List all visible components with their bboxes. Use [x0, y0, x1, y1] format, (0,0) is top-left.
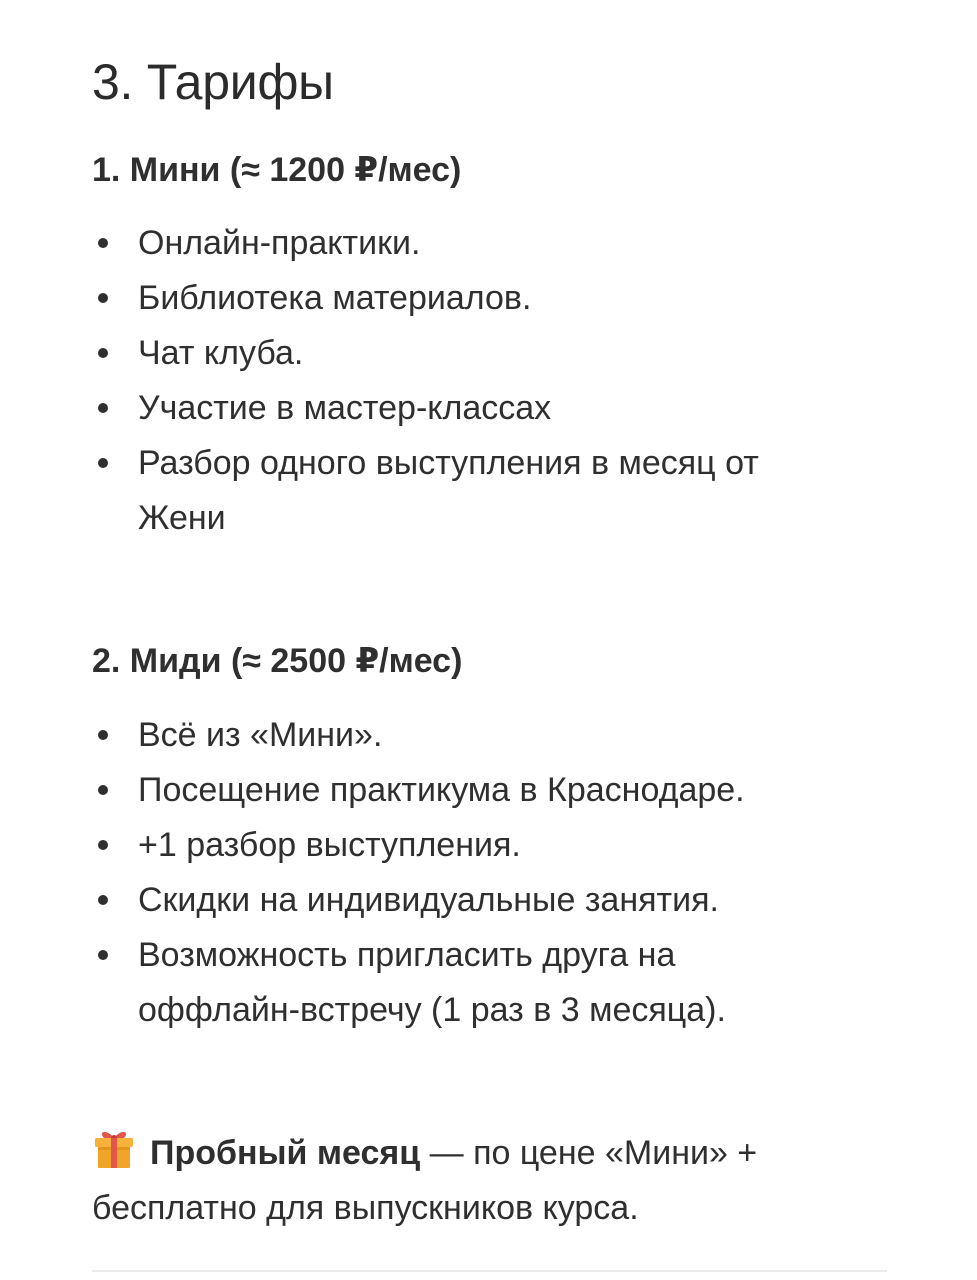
- list-item: [92, 763, 832, 818]
- bullet-icon: [98, 238, 108, 248]
- bullet-icon: [98, 950, 108, 960]
- bullet-icon: [98, 840, 108, 850]
- bullet-icon: [98, 785, 108, 795]
- plan-midi-features: [92, 708, 832, 1038]
- section-title: 3. Тарифы: [92, 54, 334, 110]
- trial-text: — по цене «Мини» + бесплатно для выпускников курса.: [92, 1134, 758, 1227]
- feature-text: +1 разбор выступления.: [138, 826, 521, 864]
- list-item: [92, 873, 832, 928]
- feature-text: Посещение практикума в Краснодаре.: [138, 771, 745, 809]
- plan-midi-title: 2. Миди (≈ 2500 ₽/мес): [92, 642, 463, 680]
- trial-note: [92, 1126, 852, 1236]
- feature-text: Скидки на индивидуальные занятия.: [138, 881, 719, 919]
- divider: [92, 1270, 887, 1272]
- list-item: [92, 818, 832, 873]
- feature-text: Участие в мастер-классах: [138, 389, 552, 427]
- feature-text: Онлайн-практики.: [138, 224, 421, 262]
- gift-icon: [92, 1128, 136, 1170]
- bullet-icon: [98, 730, 108, 740]
- plan-mini-features: [92, 216, 832, 546]
- list-item: [92, 326, 832, 381]
- list-item: [92, 928, 832, 1038]
- bullet-icon: [98, 293, 108, 303]
- plan-mini-title: 1. Мини (≈ 1200 ₽/мес): [92, 151, 462, 189]
- list-item: [92, 381, 832, 436]
- bullet-icon: [98, 458, 108, 468]
- feature-text: Библиотека материалов.: [138, 279, 532, 317]
- feature-text: Возможность пригласить друга на оффлайн-встречу (1 раз в 3 месяца).: [138, 936, 726, 1029]
- feature-text: Всё из «Мини».: [138, 716, 383, 754]
- feature-text: Разбор одного выступления в месяц от Жени: [138, 444, 759, 537]
- bullet-icon: [98, 403, 108, 413]
- list-item: [92, 708, 832, 763]
- bullet-icon: [98, 348, 108, 358]
- list-item: [92, 436, 832, 546]
- feature-text: Чат клуба.: [138, 334, 304, 372]
- bullet-icon: [98, 895, 108, 905]
- list-item: [92, 271, 832, 326]
- list-item: [92, 216, 832, 271]
- trial-label: Пробный месяц: [150, 1134, 421, 1172]
